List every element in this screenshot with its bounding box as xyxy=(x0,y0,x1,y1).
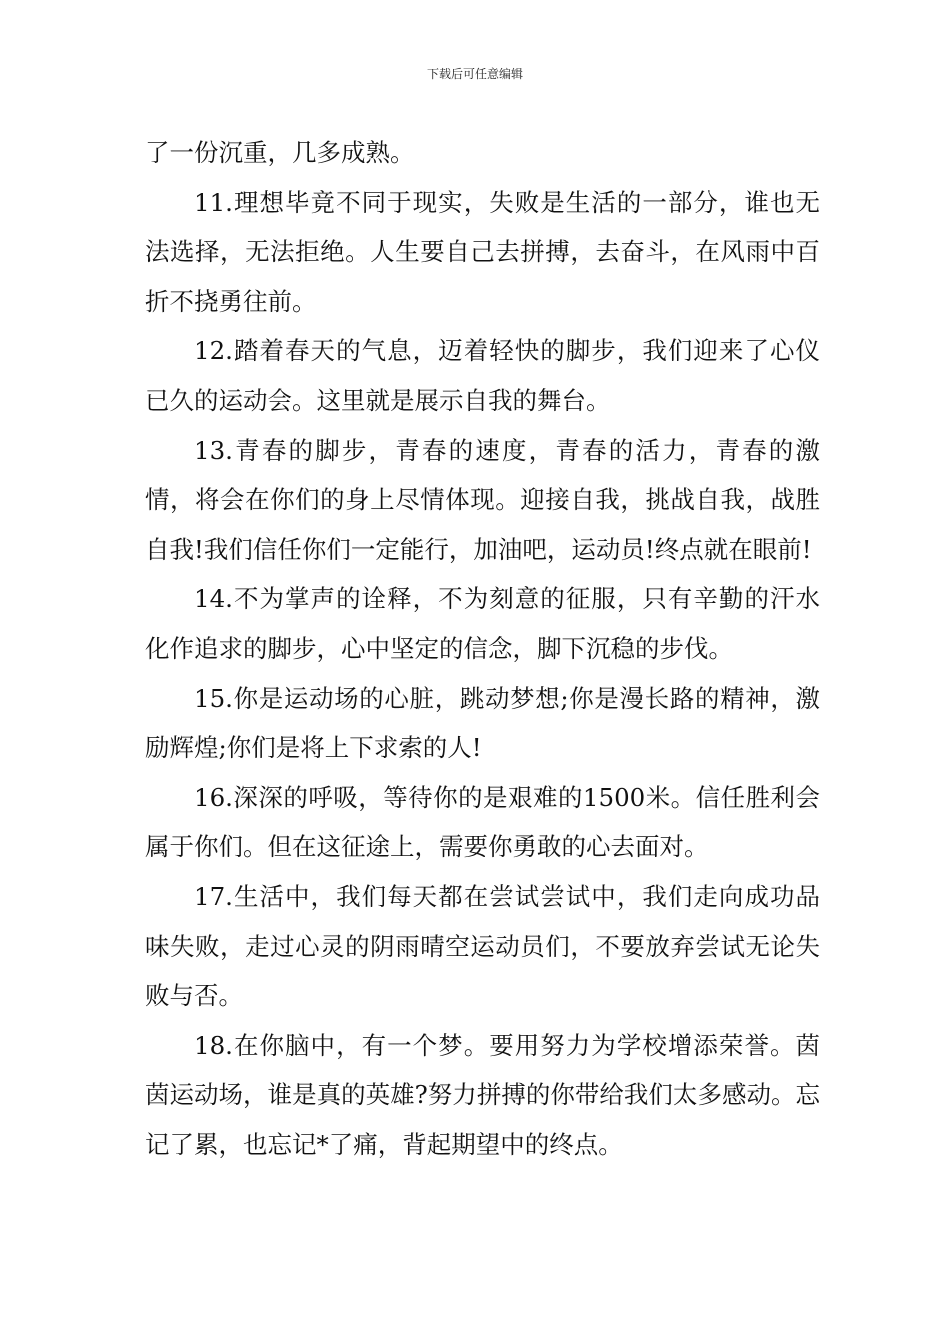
paragraph-item-16: 16.深深的呼吸，等待你的是艰难的1500米。信任胜利会属于你们。但在这征途上，需要你勇敢的心去面对。 xyxy=(145,782,820,862)
paragraph-item-15: 15.你是运动场的心脏，跳动梦想;你是漫长路的精神，激励辉煌;你们是将上下求索的人! xyxy=(145,683,820,763)
paragraph-item-12: 12.踏着春天的气息，迈着轻快的脚步，我们迎来了心仪已久的运动会。这里就是展示自我的舞台。 xyxy=(145,336,820,415)
paragraph-item-11: 11.理想毕竟不同于现实，失败是生活的一部分，谁也无法选择，无法拒绝。人生要自己去拼搏，去奋斗，在风雨中百折不挠勇往前。 xyxy=(145,187,820,316)
paragraph-item-17: 17.生活中，我们每天都在尝试尝试中，我们走向成功品味失败，走过心灵的阴雨晴空运动员们，不要放弃尝试无论失败与否。 xyxy=(145,881,820,1011)
paragraph-item-18: 18.在你脑中，有一个梦。要用努力为学校增添荣誉。茵茵运动场，谁是真的英雄?努力拼搏的你带给我们太多感动。忘记了累，也忘记*了痛，背起期望中的终点。 xyxy=(145,1030,820,1159)
document-body xyxy=(145,128,820,1169)
paragraph-continuation: 了一份沉重，几多成熟。 xyxy=(145,138,415,167)
paragraph-item-13: 13.青春的脚步，青春的速度，青春的活力，青春的激情，将会在你们的身上尽情体现。迎接自我，挑战自我，战胜自我!我们信任你们一定能行，加油吧，运动员!终点就在眼前! xyxy=(145,435,820,564)
paragraph-item-14: 14.不为掌声的诠释，不为刻意的征服，只有辛勤的汗水化作追求的脚步，心中坚定的信念，脚下沉稳的步伐。 xyxy=(145,584,820,663)
page-header: 下载后可任意编辑 xyxy=(426,67,523,81)
